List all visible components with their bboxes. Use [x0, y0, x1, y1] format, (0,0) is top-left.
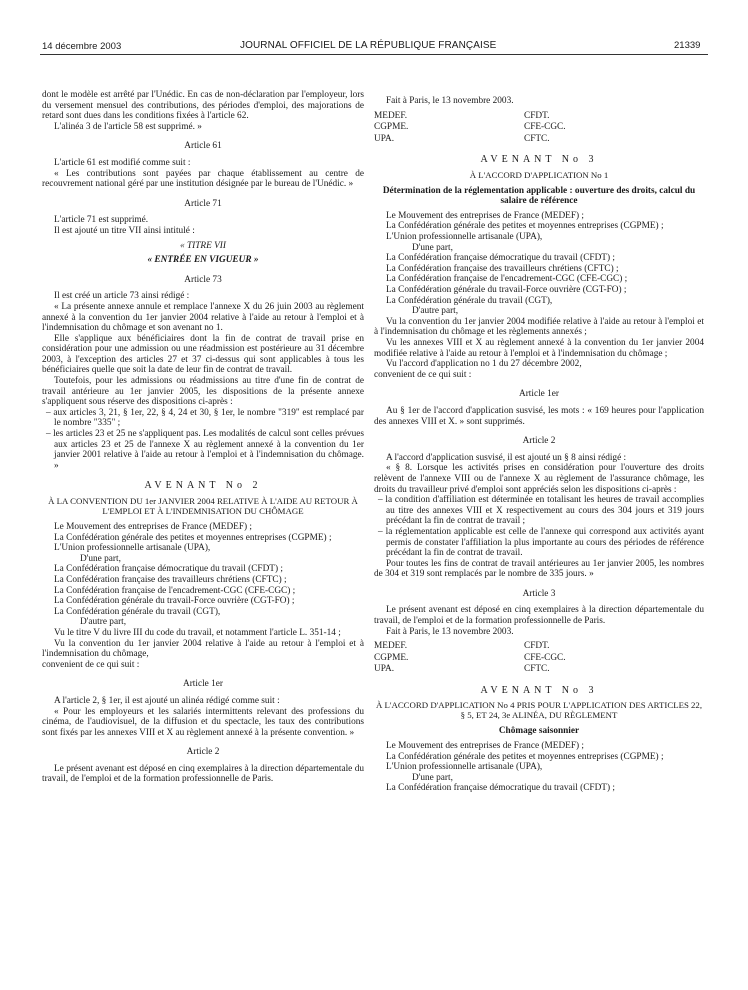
article-heading: Article 1er: [182, 679, 223, 690]
party-label: D'une part,: [80, 553, 121, 564]
paragraph: convenient de ce qui suit :: [42, 659, 140, 670]
paragraph: Le présent avenant est déposé en cinq exemplaires à la direction départementale du travail, de l'emploi et de la formation professionnelle de Paris.: [42, 763, 364, 785]
signatory: CFDT.: [524, 641, 550, 652]
article-heading: Article 73: [184, 274, 222, 285]
party: L'Union professionnelle artisanale (UPA),: [54, 543, 211, 554]
avenant-subtitle: À L'ACCORD D'APPLICATION No 1: [469, 169, 609, 180]
paragraph: L'alinéa 3 de l'article 58 est supprimé. »: [54, 121, 202, 132]
party: La Confédération française de l'encadrement-CGC (CFE-CGC) ;: [54, 585, 296, 596]
signatory: UPA.: [374, 664, 395, 675]
article-heading: Article 1er: [518, 389, 559, 400]
list-item: – la condition d'affiliation est déterminée en totalisant les heures de travail accomplies au titre des annexes VIII et X respectivement au cours des 304 jours et 319 jours précédant la fin de contrat de travail ;: [378, 495, 704, 527]
party-label: D'une part,: [412, 772, 453, 783]
party: Le Mouvement des entreprises de France (MEDEF) ;: [386, 740, 585, 751]
article-heading: Article 2: [522, 436, 556, 447]
paragraph: « Pour les employeurs et les salariés intermittents relevant des professions du cinéma, de l'audiovisuel, de la diffusion et du spectacle, les taux des contributions sont fixés par les annexes VIII et X au règlement annexé à la présente convention. »: [42, 706, 364, 738]
title-subheading: « ENTRÉE EN VIGUEUR »: [147, 255, 259, 266]
party-label: D'autre part,: [412, 306, 459, 317]
party: La Confédération générale des petites et moyennes entreprises (CGPME) ;: [54, 532, 332, 543]
avenant-heading: AVENANT No 3: [480, 154, 598, 166]
party: La Confédération générale du travail-Force ouvrière (CGT-FO) ;: [54, 596, 295, 607]
header-rule: [40, 54, 708, 55]
signatory: UPA.: [374, 133, 395, 144]
signatory: CGPME.: [374, 652, 409, 663]
paragraph: Vu le titre V du livre III du code du travail, et notamment l'article L. 351-14 ;: [54, 627, 341, 638]
paragraph: « § 8. Lorsque les activités prises en considération pour l'ouverture des droits relèvent de l'annexe VIII ou de l'annexe X au règlement de l'assurance chômage, les droits du travailleur privé d'emploi sont appréciés selon les dispositions ci-après :: [374, 463, 704, 495]
signatures: [374, 111, 704, 146]
party: La Confédération générale des petites et moyennes entreprises (CGPME) ;: [386, 221, 664, 232]
party: La Confédération française de l'encadrement-CGC (CFE-CGC) ;: [386, 274, 628, 285]
signatory: CFE-CGC.: [524, 122, 566, 133]
signatory: CGPME.: [374, 122, 409, 133]
header-page-number: 21339: [674, 40, 701, 51]
paragraph: Elle s'applique aux bénéficiaires dont la fin de contrat de travail prise en considération pour une admission ou une réadmission est postérieure au 31 décembre 2003, à l'exception des articles 27 et 37 ci-dessus qui sont applicables à tous les bénéficiaires quelle que soit la date de leur fin de contrat de travail.: [42, 333, 364, 376]
article-heading: Article 3: [522, 588, 556, 599]
paragraph: Vu la convention du 1er janvier 2004 relative à l'aide au retour à l'emploi et à l'indemnisation du chômage,: [42, 638, 364, 660]
avenant-heading: AVENANT No 3: [480, 684, 598, 696]
section-heading: Détermination de la réglementation applicable : ouverture des droits, calcul du salaire de référence: [382, 185, 696, 207]
party: La Confédération générale des petites et moyennes entreprises (CGPME) ;: [386, 751, 664, 762]
paragraph: Au § 1er de l'accord d'application susvisé, les mots : « 169 heures pour l'application des annexes VIII et X. » sont supprimés.: [374, 405, 704, 427]
signatory: CFDT.: [524, 110, 550, 121]
party: La Confédération française démocratique du travail (CFDT) ;: [54, 564, 283, 575]
party: La Confédération française démocratique du travail (CFDT) ;: [386, 253, 615, 264]
paragraph: L'article 71 est supprimé.: [54, 215, 149, 226]
paragraph: Vu la convention du 1er janvier 2004 modifiée relative à l'aide au retour à l'emploi et à l'indemnisation du chômage et les règlements annexés ;: [374, 316, 704, 338]
party: La Confédération française démocratique du travail (CFDT) ;: [386, 783, 615, 794]
party-label: D'une part,: [412, 242, 453, 253]
paragraph: A l'article 2, § 1er, il est ajouté un alinéa rédigé comme suit :: [54, 695, 280, 706]
list-item: – la réglementation applicable est celle de l'annexe qui correspond aux activités ayant permis de constater l'affiliation la plus importante au cours des périodes de référence précédant la fin de contrat de travail.: [378, 526, 704, 559]
party: La Confédération générale du travail (CGT),: [54, 606, 221, 617]
list-item: – aux articles 3, 21, § 1er, 22, § 4, 24 et 30, § 1er, le nombre "319" est remplacé par le nombre "335" ;: [46, 407, 364, 429]
signatory: MEDEF.: [374, 110, 408, 121]
list-item: – les articles 23 et 25 ne s'appliquent pas. Les modalités de calcul sont celles prévues aux articles 23 et 25 de l'annexe X au règlement annexé à la convention du 1er janvier 2001 relative à l'aide au retour à l'emploi et à l'indemnisation du chômage. »: [46, 429, 364, 471]
header-journal-title: JOURNAL OFFICIEL DE LA RÉPUBLIQUE FRANÇAISE: [240, 40, 497, 51]
article-heading: Article 61: [184, 141, 222, 152]
avenant-heading: AVENANT No 2: [144, 480, 262, 492]
paragraph: Vu les annexes VIII et X au règlement annexé à la convention du 1er janvier 2004 modifiée relative à l'aide au retour à l'emploi et à l'indemnisation du chômage ;: [374, 338, 704, 359]
paragraph: « La présente annexe annule et remplace l'annexe X du 26 juin 2003 au règlement annexé à la convention du 1er janvier 2004 relative à l'aide au retour à l'emploi et à l'indemnisation du chômage et son avenant no 1.: [42, 301, 364, 334]
paragraph: L'article 61 est modifié comme suit :: [54, 157, 191, 168]
section-heading: Chômage saisonnier: [498, 726, 580, 737]
signatures: [374, 641, 704, 676]
signatory: CFE-CGC.: [524, 652, 566, 663]
paragraph: Il est créé un article 73 ainsi rédigé :: [54, 291, 190, 302]
paragraph: Il est ajouté un titre VII ainsi intitulé :: [54, 225, 195, 236]
party: La Confédération française des travailleurs chrétiens (CFTC) ;: [386, 263, 619, 274]
party: L'Union professionnelle artisanale (UPA),: [386, 762, 543, 773]
paragraph: Toutefois, pour les admissions ou réadmissions au titre d'une fin de contrat de travail antérieure au 1er janvier 2005, les dispositions de la présente annexe s'appliquent sous réserve des dispositions ci-après :: [42, 376, 364, 408]
party: La Confédération générale du travail-Force ouvrière (CGT-FO) ;: [386, 285, 627, 296]
title-heading: « TITRE VII: [180, 240, 226, 251]
signatory: CFTC.: [524, 664, 550, 675]
paragraph: Vu l'accord d'application no 1 du 27 décembre 2002,: [386, 359, 582, 370]
left-column: [42, 90, 364, 785]
party-label: D'autre part,: [80, 617, 127, 628]
right-column: [374, 96, 704, 794]
paragraph: convenient de ce qui suit :: [374, 369, 472, 380]
article-heading: Article 2: [186, 747, 220, 758]
avenant-subtitle: À L'ACCORD D'APPLICATION No 4 PRIS POUR L'APPLICATION DES ARTICLES 22, § 5, ET 24, 3e ALINÉA, DU RÈGLEMENT: [375, 700, 703, 721]
party: La Confédération française des travailleurs chrétiens (CFTC) ;: [54, 574, 287, 585]
paragraph: Fait à Paris, le 13 novembre 2003.: [386, 626, 514, 637]
article-heading: Article 71: [184, 198, 222, 209]
signatory: MEDEF.: [374, 641, 408, 652]
header-date: 14 décembre 2003: [42, 41, 122, 52]
party: La Confédération générale du travail (CGT),: [386, 295, 553, 306]
paragraph: dont le modèle est arrêté par l'Unédic. En cas de non-déclaration par l'employeur, lors du versement mensuel des contributions, des périodes d'emploi, des majorations de retard sont dues dans les conditions fixées à l'article 62.: [42, 90, 364, 122]
avenant-subtitle: À LA CONVENTION DU 1er JANVIER 2004 RELATIVE À L'AIDE AU RETOUR À L'EMPLOI ET À L'INDEMNISATION DU CHÔMAGE: [48, 496, 358, 516]
paragraph: Pour toutes les fins de contrat de travail antérieures au 1er janvier 2005, les nombres de 304 et 319 sont remplacés par le nombre de 335 jours. »: [374, 558, 704, 580]
signatory: CFTC.: [524, 133, 550, 144]
party: Le Mouvement des entreprises de France (MEDEF) ;: [386, 210, 585, 221]
page-header: [0, 0, 748, 52]
paragraph: « Les contributions sont payées par chaque établissement au centre de recouvrement national géré par une institution désignée par le bureau de l'Unédic. »: [42, 168, 364, 190]
party: L'Union professionnelle artisanale (UPA),: [386, 232, 543, 243]
party: Le Mouvement des entreprises de France (MEDEF) ;: [54, 522, 253, 532]
paragraph: Le présent avenant est déposé en cinq exemplaires à la direction départementale du travail, de l'emploi et de la formation professionnelle de Paris.: [374, 605, 704, 627]
paragraph: Fait à Paris, le 13 novembre 2003.: [386, 96, 514, 106]
paragraph: A l'accord d'application susvisé, il est ajouté un § 8 ainsi rédigé :: [386, 452, 627, 463]
